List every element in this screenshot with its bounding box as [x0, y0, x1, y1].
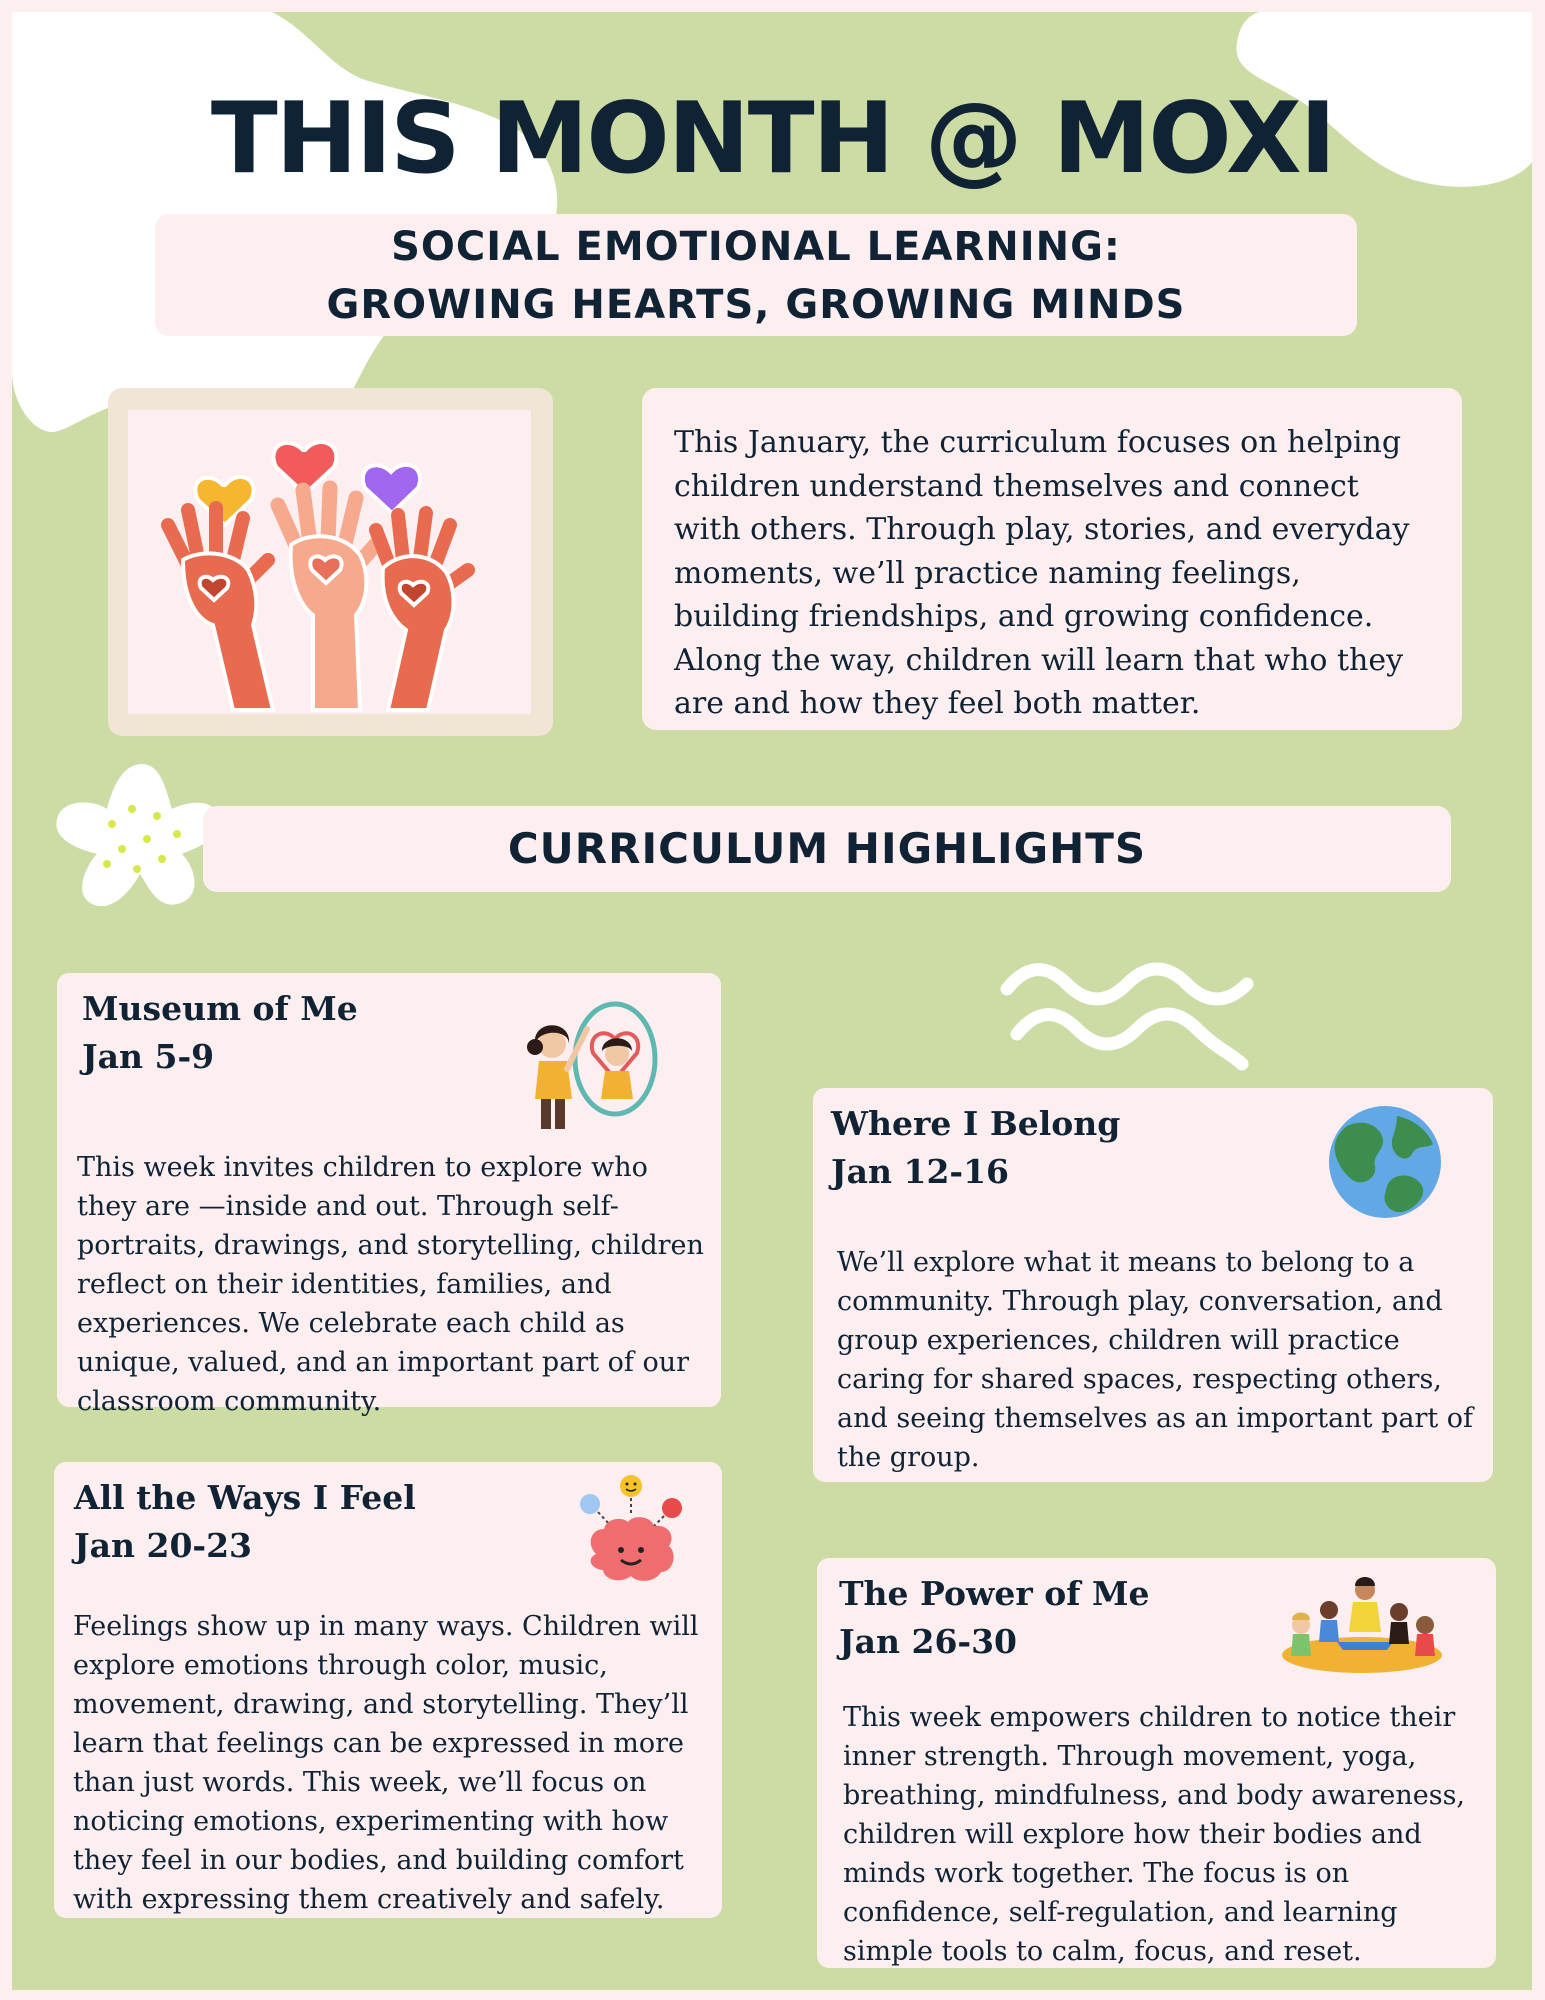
intro-paragraph: This January, the curriculum focuses on helping children understand themselves and connect with others. Through play, stories, and everyday moments, we’ll practice naming feelings, building friendships, and growing confidence. Along the way, children will learn that who they are and how they feel both matter. — [642, 388, 1462, 730]
card-description: This week empowers children to notice their inner strength. Through movement, yoga, breathing, mindfulness, and body awareness, children will explore how their bodies and minds work together. The focus is on confidence, self-regulation, and learning simple tools to calm, focus, and reset. — [843, 1702, 1466, 1967]
highlight-card-all-the-ways-i-feel — [54, 1462, 722, 1918]
card-dates: Jan 12-16 — [831, 1152, 1010, 1191]
card-description: This week invites children to explore who they are —inside and out. Through self-portraits, drawings, and storytelling, children reflect on their identities, families, and experiences. We celebrate each child as unique, valued, and an important part of our classroom community. — [77, 1152, 704, 1417]
brain-emotions-icon — [576, 1474, 686, 1589]
curriculum-highlights-heading: CURRICULUM HIGHLIGHTS — [203, 806, 1451, 892]
globe-icon — [1327, 1104, 1443, 1220]
card-dates: Jan 26-30 — [839, 1622, 1018, 1661]
highlight-card-the-power-of-me — [817, 1558, 1496, 1968]
zigzag-decoration-icon — [997, 954, 1267, 1074]
page-title: THIS MONTH @ MOXI — [210, 82, 1335, 196]
yoga-group-icon — [1277, 1570, 1447, 1680]
card-dates: Jan 20-23 — [74, 1526, 253, 1565]
card-title: All the Ways I Feel — [74, 1478, 416, 1517]
card-title: The Power of Me — [839, 1574, 1150, 1613]
card-dates: Jan 5-9 — [82, 1037, 215, 1076]
illustration-frame-inner — [128, 410, 531, 714]
subtitle-banner — [155, 214, 1357, 336]
highlight-card-museum-of-me — [57, 973, 721, 1417]
raised-hands-hearts-icon — [128, 410, 531, 714]
mirror-portrait-icon — [517, 999, 667, 1139]
card-description: Feelings show up in many ways. Children will explore emotions through color, music, movement, drawing, and storytelling. They’ll learn that feelings can be expressed in more than just words. This week, we’ll focus on noticing emotions, experimenting with how they feel in our bodies, and building comfort with expressing them creatively and safely. — [73, 1611, 699, 1915]
subtitle-line-2: GROWING HEARTS, GROWING MINDS — [326, 282, 1186, 328]
card-title: Where I Belong — [831, 1104, 1121, 1143]
highlight-card-where-i-belong — [813, 1088, 1493, 1482]
illustration-frame — [108, 388, 553, 736]
subtitle-line-1: SOCIAL EMOTIONAL LEARNING: — [391, 224, 1121, 270]
card-description: We’ll explore what it means to belong to a community. Through play, conversation, and group experiences, children will practice caring for shared spaces, respecting others, and seeing themselves as an important part of the group. — [837, 1247, 1474, 1473]
card-title: Museum of Me — [82, 989, 358, 1028]
